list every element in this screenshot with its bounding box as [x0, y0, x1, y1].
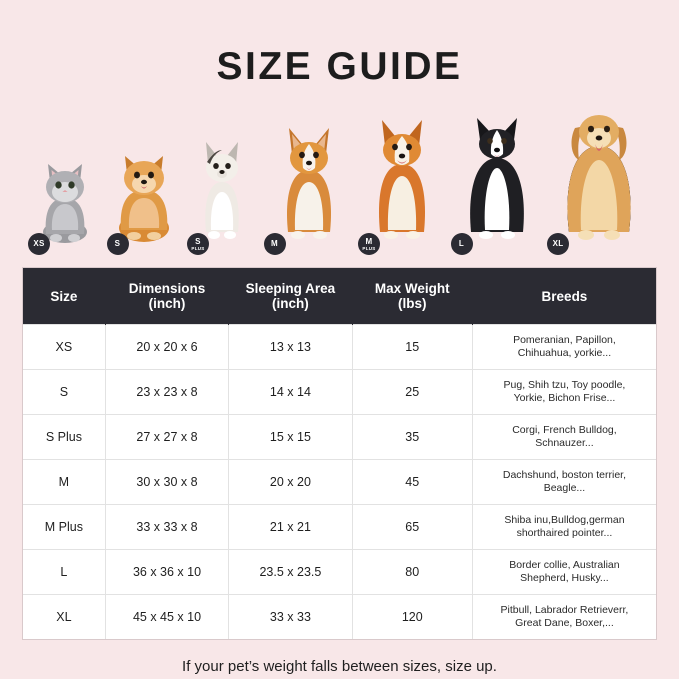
cat-illustration — [34, 154, 96, 251]
pet-illustration-row — [32, 111, 647, 251]
badge-label: XL — [552, 239, 564, 248]
cell-size: S Plus — [23, 415, 105, 460]
cell-breeds: Pug, Shih tzu, Toy poodle, Yorkie, Bichon Frise... — [472, 370, 656, 415]
size-table-container — [22, 267, 657, 640]
golden-retriever-illustration — [553, 104, 645, 251]
cell-breeds: Corgi, French Bulldog, Schnauzer... — [472, 415, 656, 460]
cell-dimensions: 20 x 20 x 6 — [105, 325, 228, 370]
cell-max-weight: 45 — [352, 460, 472, 505]
size-badge-l — [451, 233, 473, 255]
header-line: Max Weight — [374, 281, 450, 296]
pet-figure-xs — [32, 154, 98, 251]
french-bulldog-illustration — [193, 136, 251, 251]
cell-sleeping-area: 15 x 15 — [229, 415, 352, 460]
header-line: (inch) — [148, 296, 186, 311]
cell-size: XL — [23, 595, 105, 640]
size-badge-m — [264, 233, 286, 255]
cell-breeds: Border collie, Australian Shepherd, Husky... — [472, 550, 656, 595]
badge-label: S — [114, 239, 121, 248]
badge-sublabel: PLUS — [362, 245, 376, 251]
column-header-max-weight — [352, 268, 472, 325]
cell-breeds: Shiba inu,Bulldog,german shorthaired pointer... — [472, 505, 656, 550]
table-row — [23, 325, 656, 370]
badge-sublabel: PLUS — [191, 245, 205, 251]
cell-sleeping-area: 13 x 13 — [229, 325, 352, 370]
pomeranian-illustration — [113, 148, 175, 251]
cell-sleeping-area: 23.5 x 23.5 — [229, 550, 352, 595]
header-line: (lbs) — [398, 296, 427, 311]
cell-breeds: Dachshund, boston terrier, Beagle... — [472, 460, 656, 505]
size-badge-s — [107, 233, 129, 255]
size-badge-s-plus — [187, 233, 209, 255]
column-header-dimensions — [105, 268, 228, 325]
cell-size: M Plus — [23, 505, 105, 550]
cell-breeds: Pomeranian, Papillon, Chihuahua, yorkie... — [472, 325, 656, 370]
shiba-inu-illustration — [364, 118, 440, 251]
badge-label: S — [195, 236, 201, 246]
pet-figure-l — [455, 114, 539, 251]
cell-dimensions: 30 x 30 x 8 — [105, 460, 228, 505]
column-header-size — [23, 268, 105, 325]
pet-figure-m — [268, 124, 350, 251]
size-table-header — [23, 268, 656, 325]
cell-dimensions: 33 x 33 x 8 — [105, 505, 228, 550]
table-row — [23, 370, 656, 415]
size-table — [23, 268, 656, 639]
cell-breeds: Pitbull, Labrador Retrieverr, Great Dane, Boxer,... — [472, 595, 656, 640]
size-table-body — [23, 325, 656, 640]
cell-dimensions: 23 x 23 x 8 — [105, 370, 228, 415]
cell-sleeping-area: 14 x 14 — [229, 370, 352, 415]
table-row — [23, 460, 656, 505]
cell-size: L — [23, 550, 105, 595]
cell-max-weight: 25 — [352, 370, 472, 415]
table-row — [23, 550, 656, 595]
size-badge-xs — [28, 233, 50, 255]
cell-size: S — [23, 370, 105, 415]
cell-dimensions: 27 x 27 x 8 — [105, 415, 228, 460]
pet-figure-s — [111, 148, 177, 251]
badge-label: M — [365, 236, 373, 246]
table-row — [23, 595, 656, 640]
cell-max-weight: 65 — [352, 505, 472, 550]
header-line: Breeds — [541, 288, 588, 304]
column-header-breeds — [472, 268, 656, 325]
page-title: SIZE GUIDE — [216, 45, 463, 88]
size-badge-xl — [547, 233, 569, 255]
cell-sleeping-area: 33 x 33 — [229, 595, 352, 640]
cell-dimensions: 45 x 45 x 10 — [105, 595, 228, 640]
badge-label: L — [458, 239, 465, 248]
cell-size: XS — [23, 325, 105, 370]
column-header-sleeping-area — [229, 268, 352, 325]
badge-label: M — [271, 239, 278, 248]
pet-figure-xl — [551, 104, 647, 251]
cell-sleeping-area: 21 x 21 — [229, 505, 352, 550]
cell-max-weight: 120 — [352, 595, 472, 640]
cell-dimensions: 36 x 36 x 10 — [105, 550, 228, 595]
cell-sleeping-area: 20 x 20 — [229, 460, 352, 505]
cell-size: M — [23, 460, 105, 505]
border-collie-illustration — [457, 114, 537, 251]
table-row — [23, 505, 656, 550]
cell-max-weight: 35 — [352, 415, 472, 460]
corgi-illustration — [270, 124, 348, 251]
size-badge-m-plus — [358, 233, 380, 255]
header-line: Sleeping Area — [245, 281, 336, 296]
pet-figure-s-plus — [189, 136, 255, 251]
pet-figure-m-plus — [362, 118, 442, 251]
cell-max-weight: 15 — [352, 325, 472, 370]
header-line: (inch) — [272, 296, 309, 311]
header-line: Dimensions — [128, 281, 206, 296]
cell-max-weight: 80 — [352, 550, 472, 595]
header-line: Size — [50, 288, 78, 304]
table-header-row — [23, 268, 656, 325]
badge-label: XS — [33, 239, 45, 248]
size-up-note: If your pet’s weight falls between sizes, size up. — [182, 658, 497, 675]
table-row — [23, 415, 656, 460]
